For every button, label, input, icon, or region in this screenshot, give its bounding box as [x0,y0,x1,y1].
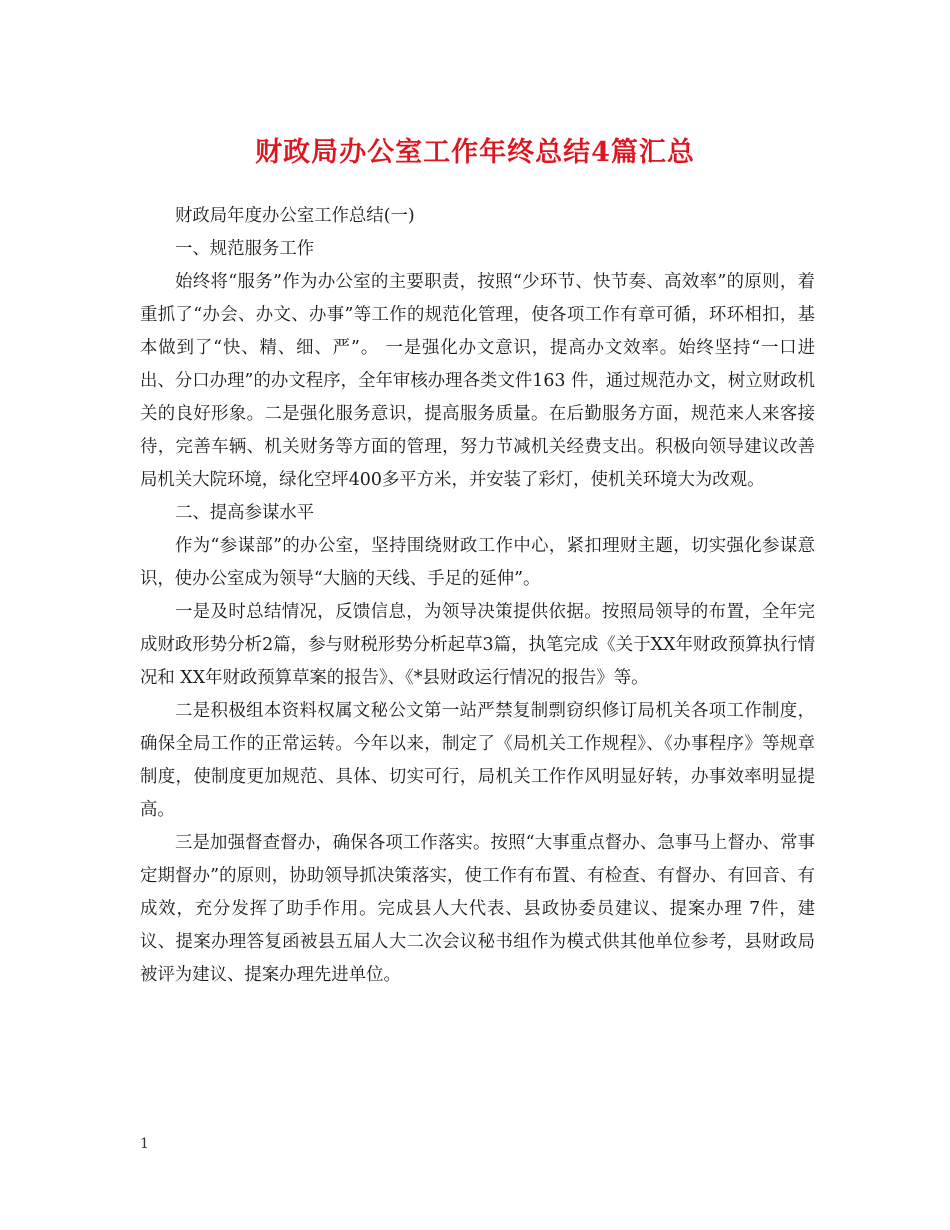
subsection-heading: 一、规范服务工作 [175,239,315,259]
body-paragraph: 三是加强督查督办，确保各项工作落实。按照“大事重点督办、急事马上督办、常事定期督办”的原则，协助领导抓决策落实，使工作有布置、有检查、有督办、有回音、有成效，充分发挥了助手作用。完成县人大代表、县政协委员建议、提案办理 7件，建议、提案办理答复函被县五届人大二次会议秘书组作为模式供其他单位参考，县财政局被评为建议、提案办理先进单位。 [140,833,815,985]
section-heading: 财政局年度办公室工作总结(一) [175,206,415,226]
document-title: 财政局办公室工作年终总结4篇汇总 [255,137,695,168]
subsection-heading: 二、提高参谋水平 [175,503,315,523]
document-body [140,200,815,992]
body-paragraph: 作为“参谋部”的办公室，坚持围绕财政工作中心，紧扣理财主题，切实强化参谋意识，使办公室成为领导“大脑的天线、手足的延伸”。 [140,536,815,589]
body-paragraph: 始终将“服务”作为办公室的主要职责，按照“少环节、快节奏、高效率”的原则，着重抓了“办会、办文、办事”等工作的规范化管理，使各项工作有章可循，环环相扣，基本做到了“快、精、细、严”。 一是强化办文意识，提高办文效率。始终坚持“一口进出、分口办理”的办文程序，全年审核办理各类文件163 件，通过规范办文，树立财政机关的良好形象。二是强化服务意识，提高服务质量。在后勤服务方面，规范来人来客接待，完善车辆、机关财务等方面的管理，努力节减机关经费支出。积极向领导建议改善局机关大院环境，绿化空坪400多平方米，并安装了彩灯，使机关环境大为改观。 [140,272,815,490]
page-number: 1 [140,1136,149,1152]
body-paragraph: 二是积极组本资料权属文秘公文第一站严禁复制剽窃织修订局机关各项工作制度，确保全局工作的正常运转。今年以来，制定了《局机关工作规程》、《办事程序》等规章制度，使制度更加规范、具体、切实可行，局机关工作作风明显好转，办事效率明显提高。 [140,701,815,820]
body-paragraph: 一是及时总结情况，反馈信息，为领导决策提供依据。按照局领导的布置，全年完成财政形势分析2篇，参与财税形势分析起草3篇，执笔完成《关于XX年财政预算执行情况和 XX年财政预算草案的报告》、《*县财政运行情况的报告》等。 [140,602,815,688]
